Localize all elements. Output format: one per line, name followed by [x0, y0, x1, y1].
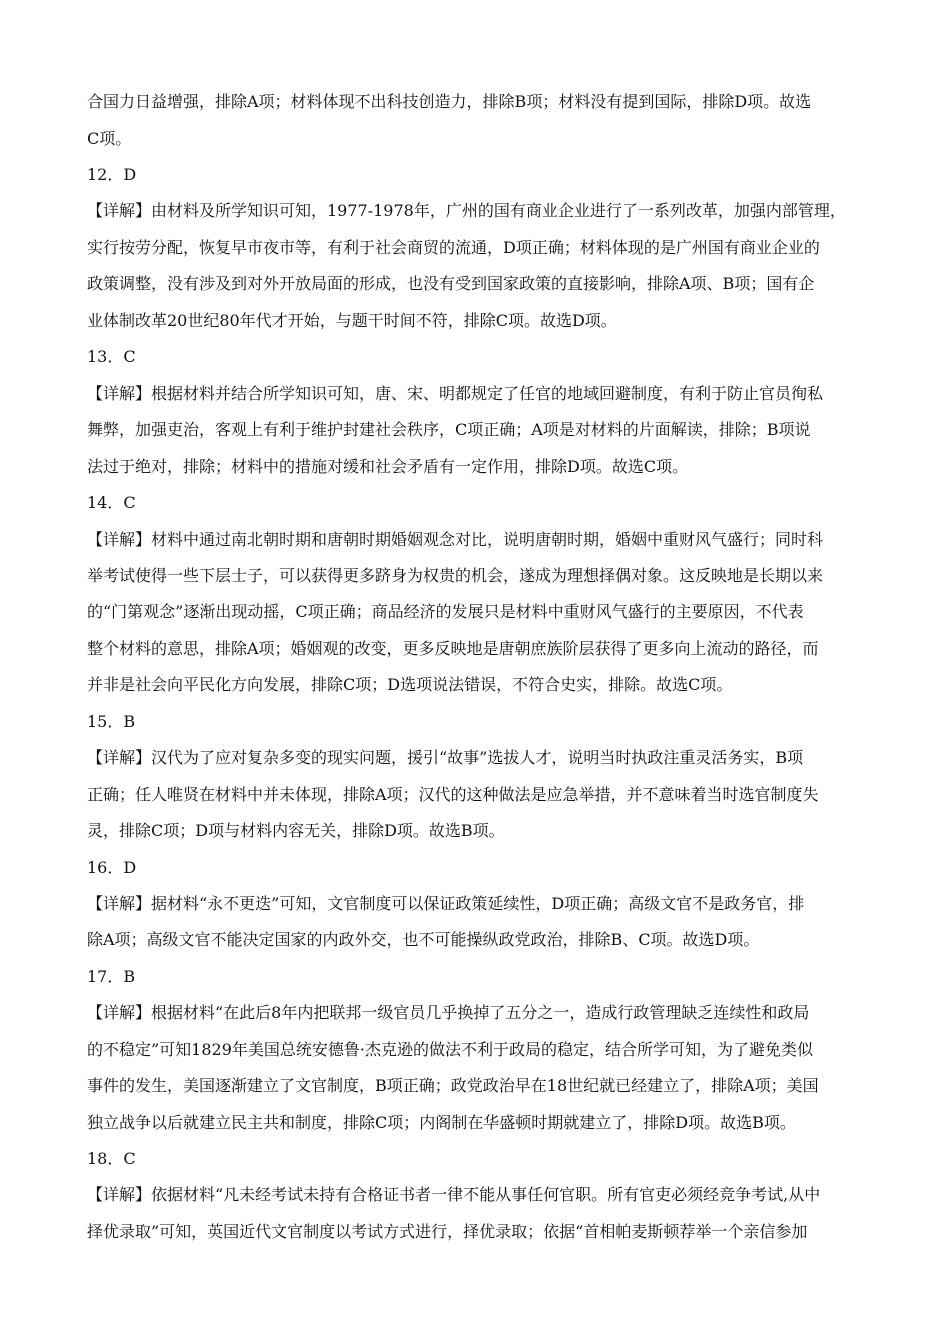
explanation-line: 正确；任人唯贤在材料中并未体现，排除A项；汉代的这种做法是应急举措，并不意味着当时选官制度失 [87, 785, 819, 804]
explanation-line: 并非是社会向平民化方向发展，排除C项；D选项说法错误，不符合史实，排除。故选C项。 [87, 675, 733, 694]
explanation-line: 舞弊，加强吏治，客观上有利于维护封建社会秩序，C项正确；A项是对材料的片面解读，排除；B项说 [87, 420, 811, 439]
explanation-line: 政策调整，没有涉及到对外开放局面的形成，也没有受到国家政策的直接影响，排除A项、B项；国有企 [87, 274, 815, 293]
answer-12-heading: 12．D [87, 165, 137, 184]
explanation-line: 【详解】根据材料“在此后8年内把联邦一级官员几乎换掉了五分之一，造成行政管理缺乏连续性和政局 [87, 1003, 810, 1022]
explanation-line: 灵，排除C项；D项与材料内容无关，排除D项。故选B项。 [87, 821, 505, 840]
explanation-line: 择优录取”可知，英国近代文官制度以考试方式进行，择优录取；依据“首相帕麦斯顿荐举一个亲信参加 [87, 1222, 808, 1241]
explanation-line: 的“门第观念”逐渐出现动摇，C项正确；商品经济的发展只是材料中重财风气盛行的主要原因，不代表 [87, 602, 804, 621]
explanation-line: 整个材料的意思，排除A项；婚姻观的改变，更多反映地是唐朝庶族阶层获得了更多向上流动的路径，而 [87, 639, 819, 658]
explanation-line: 事件的发生，美国逐渐建立了文官制度，B项正确；政党政治早在18世纪就已经建立了，排除A项；美国 [87, 1076, 819, 1095]
explanation-line: 业体制改革20世纪80年代才开始，与题干时间不符，排除C项。故选D项。 [87, 311, 617, 330]
explanation-line: 举考试使得一些下层士子，可以获得更多跻身为权贵的机会，遂成为理想择偶对象。这反映地是长期以来 [87, 566, 824, 585]
answer-14-heading: 14．C [87, 493, 136, 512]
explanation-line: 【详解】由材料及所学知识可知，1977-1978年，广州的国有商业企业进行了一系列改革，加强内部管理， [87, 201, 846, 220]
answer-15-heading: 15．B [87, 712, 136, 731]
answer-13-heading: 13．C [87, 347, 136, 366]
explanation-line: 【详解】根据材料并结合所学知识可知，唐、宋、明都规定了任官的地域回避制度，有利于防止官员徇私 [87, 384, 824, 403]
explanation-line: 【详解】汉代为了应对复杂多变的现实问题，援引“故事”选拔人才，说明当时执政注重灵活务实，B项 [87, 748, 804, 767]
explanation-line: 的不稳定”可知1829年美国总统安德鲁·杰克逊的做法不利于政局的稳定，结合所学可知，为了避免类似 [87, 1040, 813, 1059]
intro-line: 合国力日益增强，排除A项；材料体现不出科技创造力，排除B项；材料没有提到国际，排除D项。故选 [87, 92, 812, 111]
explanation-line: 除A项；高级文官不能决定国家的内政外交，也不可能操纵政党政治，排除B、C项。故选D项。 [87, 930, 760, 949]
explanation-line: 法过于绝对，排除；材料中的措施对缓和社会矛盾有一定作用，排除D项。故选C项。 [87, 457, 689, 476]
explanation-line: 实行按劳分配，恢复早市夜市等，有利于社会商贸的流通，D项正确；材料体现的是广州国有商业企业的 [87, 238, 820, 257]
explanation-line: 【详解】依据材料“凡未经考试未持有合格证书者一律不能从事任何官职。所有官吏必须经竞争考试,从中 [87, 1185, 821, 1204]
explanation-line: 独立战争以后就建立民主共和制度，排除C项；内阁制在华盛顿时期就建立了，排除D项。故选B项。 [87, 1113, 796, 1132]
answer-18-heading: 18．C [87, 1149, 136, 1168]
answer-17-heading: 17．B [87, 967, 136, 986]
explanation-line: 【详解】据材料“永不更迭”可知，文官制度可以保证政策延续性，D项正确；高级文官不是政务官，排 [87, 894, 805, 913]
intro-line: C项。 [87, 129, 132, 148]
answer-16-heading: 16．D [87, 858, 137, 877]
explanation-line: 【详解】材料中通过南北朝时期和唐朝时期婚姻观念对比，说明唐朝时期，婚姻中重财风气盛行；同时科 [87, 530, 824, 549]
